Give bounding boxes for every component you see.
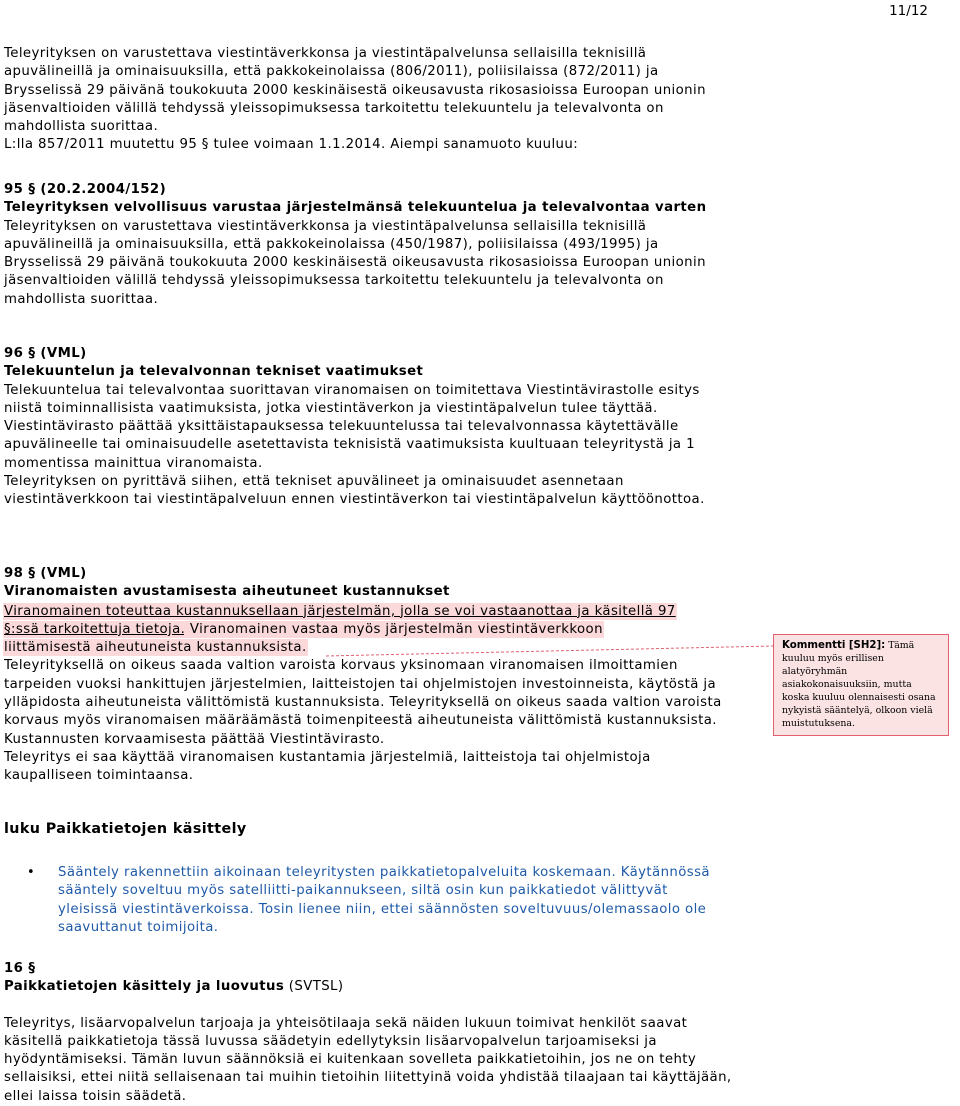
- section-number: 16 §: [4, 961, 36, 976]
- section-heading: Paikkatietojen käsittely ja luovutus: [4, 979, 285, 995]
- chapter-title: luku Paikkatietojen käsittely: [4, 821, 247, 837]
- inserted-line: §:ssä tarkoitettuja tietoja.: [4, 621, 186, 637]
- inserted-line: liittämisestä aiheutuneista kustannuksista.: [4, 640, 307, 656]
- section-number: 95 § (20.2.2004/152): [4, 182, 167, 197]
- paragraph: Teleyrityksellä on oikeus saada valtion varoista korvaus yksinomaan viranomaisen ilmoittamien tarpeiden vuoksi hankittujen järjestelmien, laitteistojen tai ohjelmistojen investoinneista, käytöstä ja ylläpidosta aiheutuneista välittömistä kustannuksista. Teleyrityksellä on oikeus saada valtion varoista korvaus myös viranomaisen määräämästä toimenpiteestä aiheutuneista välittömistä kustannuksista. Kustannusten korvaamisesta päättää Viestintävirasto.: [4, 658, 722, 747]
- section-heading: Teleyrityksen velvollisuus varustaa järjestelmänsä telekuuntelua ja televalvontaa varten: [4, 200, 707, 216]
- paragraph: Teleyritys ei saa käyttää viranomaisen kustantamia järjestelmiä, laitteistoja tai ohjelmistoja kaupalliseen toimintaansa.: [4, 749, 651, 784]
- section-heading: Telekuuntelun ja televalvonnan tekniset vaatimukset: [4, 364, 424, 380]
- page-number: 11/12: [889, 3, 928, 19]
- section-16: [4, 960, 732, 1106]
- paragraph: Teleyrityksen on varustettava viestintäverkkonsa ja viestintäpalvelunsa sellaisilla teknisillä apuvälineillä ja ominaisuuksilla, että pakkokeinolaissa (806/2011), poliisilaissa (872/2011) ja Brysselissä 29 päivänä toukokuuta 2000 keskinäisestä oikeusavusta rikosasioissa Euroopan unionin jäsenvaltioiden välillä tehdyssä yleissopimuksessa tarkoitettu telekuuntelu ja televalvonta on mahdollista suorittaa.: [4, 46, 706, 135]
- paragraph: Telekuuntelua tai televalvontaa suorittavan viranomaisen on toimitettava Viestintävirastolle esitys niistä toiminnallisista vaatimuksista, jotka viestintäverkon ja viestintäpalvelun tulee täyttää.: [4, 382, 700, 416]
- section-heading: Viranomaisten avustamisesta aiheutuneet kustannukset: [4, 584, 450, 600]
- amendment-note: L:lla 857/2011 muutettu 95 § tulee voimaan 1.1.2014. Aiempi sanamuoto kuuluu:: [4, 137, 579, 153]
- comment-label: Kommentti [SH2]:: [782, 640, 886, 651]
- section-number: 98 § (VML): [4, 566, 87, 581]
- bullet-icon: •: [27, 865, 35, 880]
- section-heading-line: [4, 978, 732, 996]
- paragraph: Viestintävirasto päättää yksittäistapauksessa telekuuntelussa tai televalvonnassa käytettävälle apuvälineelle tai ominaisuudelle asetettavista teknisistä vaatimuksista kuultuaan teleyritystä ja 1 momentissa mainittua viranomaista.: [4, 419, 695, 471]
- comment-text: Tämä kuuluu myös erillisen alatyöryhmän asiakokonaisuuksiin, mutta koska kuuluu olennaisesti osana nykyistä sääntelyä, olkoon vielä muistutuksena.: [782, 640, 936, 729]
- section-number: 96 § (VML): [4, 346, 87, 361]
- chapter-bullet: Sääntely rakennettiin aikoinaan teleyritysten paikkatietopalveluita koskemaan. Käytännössä sääntely soveltuu myös satelliitti-paikannukseen, siltä osin kun paikkatiedot välittyvät yleisissä viestintäverkoissa. Tosin lienee niin, ettei säännösten soveltuvuus/olemassaolo ole saavuttanut toimijoita.: [58, 865, 710, 935]
- chapter-title-wrap: [4, 820, 732, 838]
- section-heading-suffix: (SVTSL): [284, 979, 344, 995]
- comment-balloon[interactable]: [773, 634, 949, 736]
- inserted-line: Viranomainen toteuttaa kustannuksellaan järjestelmän, jolla se voi vastaanottaa ja käsitellä 97: [4, 603, 676, 619]
- paragraph: Teleyrityksen on pyrittävä siihen, että tekniset apuvälineet ja ominaisuudet asennetaan viestintäverkkoon tai viestintäpalveluun ennen viestintäverkon tai viestintäpalvelun käyttöönottoa.: [4, 474, 705, 508]
- paragraph: Teleyrityksen on varustettava viestintäverkkonsa ja viestintäpalvelunsa sellaisilla teknisillä apuvälineillä ja ominaisuuksilla, että pakkokeinolaissa (450/1987), poliisilaissa (493/1995) ja Brysselissä 29 päivänä toukokuuta 2000 keskinäisestä oikeusavusta rikosasioissa Euroopan unionin jäsenvaltioiden välillä tehdyssä yleissopimuksessa tarkoitettu telekuuntelu ja televalvonta on mahdollista suorittaa.: [4, 218, 706, 307]
- inserted-line: Viranomainen vastaa myös järjestelmän viestintäverkkoon: [185, 621, 603, 637]
- paragraph: Teleyritys, lisäarvopalvelun tarjoaja ja yhteisötilaaja sekä näiden lukuun toimivat henkilöt saavat käsitellä paikkatietoja tässä luvussa säädetyin edellytyksin lisäarvopalvelun tarjoamiseksi ja hyödyntämiseksi. Tämän luvun säännöksiä ei kuitenkaan sovelleta paikkatietoihin, jos ne on tehty sellaisiksi, ettei niitä sellaisenaan tai muihin tietoihin liitettyinä voida yhdistää tilaajaan tai käyttäjään, ellei laissa toisin säädetä.: [4, 1015, 732, 1104]
